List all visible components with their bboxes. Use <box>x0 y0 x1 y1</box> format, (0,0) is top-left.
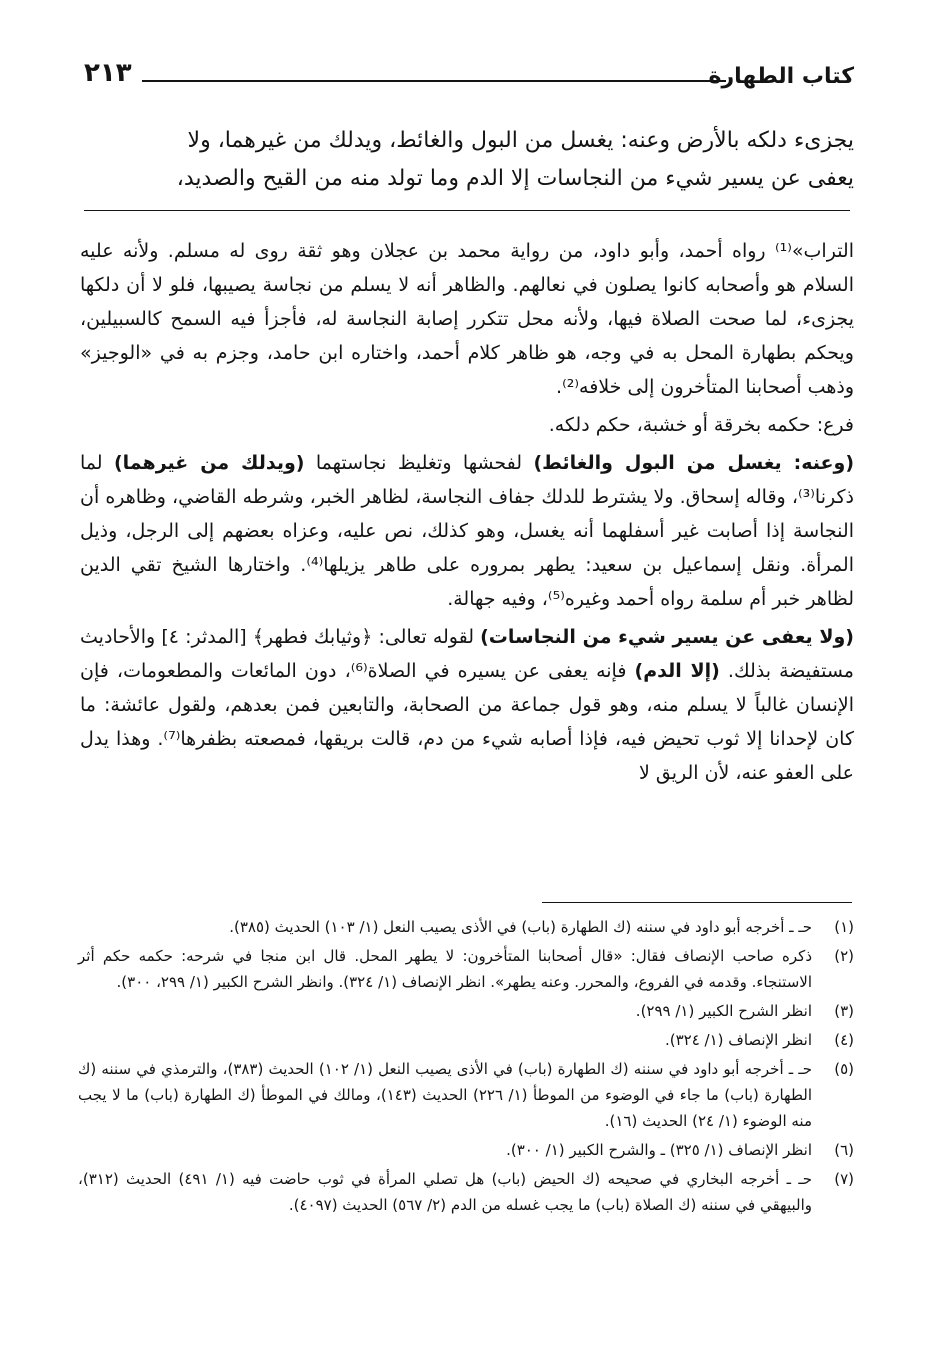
footnote <box>78 943 854 995</box>
text-separator <box>84 210 850 211</box>
footnote-text: انظر الإنصاف (١/ ٣٢٥) ـ والشرح الكبير (١/ ٣٠٠). <box>506 1141 812 1159</box>
book-title: كتاب الطهارة <box>708 64 854 89</box>
main-text-line: يعفى عن يسير شيء من النجاسات إلا الدم وما تولد منه من القيح والصديد، <box>176 166 854 191</box>
commentary-paragraph <box>80 620 854 790</box>
footnote-text: حـ ـ أخرجه أبو داود في سننه (ك الطهارة (باب) في الأذى يصيب النعل (١/ ١٠٢) الحديث (٣٨٣)، والترمذي في سننه (ك الطهارة (باب) ما جاء في الوضوء من الموطأ (١/ ٢٢٦) الحديث (١٤٣)، ومالك في الموطأ (ك الطهارة (باب) ما لا يجب منه الوضوء (١/ ٢٤) الحديث (١٦). <box>78 1060 812 1130</box>
footnote-number: (١) <box>834 918 854 936</box>
commentary-text: لفحشها وتغليظ نجاستهما <box>304 452 534 474</box>
footnote <box>78 1056 854 1134</box>
commentary-text: فإنه يعفى عن يسيره في الصلاة⁽⁶⁾، دون المائعات والمطعومات، فإن الإنسان غالباً لا يسلم منه، وهو قول جماعة من الصحابة، والتابعين فمن بعدهم، ولقول عائشة: ما كان لإحدانا إلا ثوب تحيض فيه، فإذا أصابه شيء من دم، قالت بريقها، فمصعته بظفرها⁽⁷⁾. وهذا يدل على العفو عنه، لأن الريق لا <box>80 660 854 784</box>
quoted-matn: (إلا الدم) <box>634 660 720 682</box>
commentary <box>80 234 854 794</box>
footnote-number: (٥) <box>834 1060 854 1078</box>
footnote <box>78 1137 854 1163</box>
footnote-text: انظر الإنصاف (١/ ٣٢٤). <box>664 1031 812 1049</box>
footnote-text: انظر الشرح الكبير (١/ ٢٩٩). <box>635 1002 812 1020</box>
footnote-number: (٢) <box>834 947 854 965</box>
footnote-number: (٣) <box>834 1002 854 1020</box>
main-text <box>82 122 854 198</box>
footnote-text: ذكره صاحب الإنصاف فقال: «قال أصحابنا المتأخرون: لا يطهر المحل. قال ابن منجا في شرحه: حكمه حكم أثر الاستنجاء. وقدمه في الفروع، والمحرر. وعنه يطهر». انظر الإنصاف (١/ ٣٢٤). وانظر الشرح الكبير (١/ ٢٩٩، ٣٠٠). <box>78 947 812 991</box>
footnotes <box>78 914 854 1221</box>
commentary-text: لما ذكرنا⁽³⁾، وقاله إسحاق. ولا يشترط للدلك جفاف النجاسة، لظاهر الخبر، وشرطه القاضي، وظاهره أن النجاسة إذا أصابت غير أسفلهما أنه يغسل، وهو كذلك، نص عليه، وعزاه بعضهم إلى الرجل، وذيل المرأة. ونقل إسماعيل بن سعيد: يطهر بمروره على طاهر يزيلها⁽⁴⁾. واختارها الشيخ تقي الدين لظاهر خبر أم سلمة رواه أحمد وغيره⁽⁵⁾، وفيه جهالة. <box>80 452 854 610</box>
main-text-line: يجزىء دلكه بالأرض وعنه: يغسل من البول والغائط، ويدلك من غيرهما، ولا <box>187 128 854 153</box>
footnote <box>78 1166 854 1218</box>
header-rule <box>142 80 726 82</box>
footnote-number: (٧) <box>834 1170 854 1188</box>
footnote-number: (٦) <box>834 1141 854 1159</box>
commentary-paragraph: التراب»⁽¹⁾ رواه أحمد، وأبو داود، من رواية محمد بن عجلان وهو ثقة روى له مسلم. ولأنه عليه السلام هو وأصحابه كانوا يصلون في نعالهم. والظاهر أنه لا يسلم من نجاسة يصيبها، فلو لا أن دلكها يجزىء، لما صحت الصلاة فيها، ولأنه محل تتكرر إصابة النجاسة له، فأجزأ فيه السمح كالسبيلين، ويحكم بطهارة المحل به في وجه، هو ظاهر كلام أحمد، واختاره ابن حامد، وجزم به في «الوجيز» وذهب أصحابنا المتأخرون إلى خلافه⁽²⁾. <box>80 240 854 398</box>
quoted-matn: (ولا يعفى عن يسير شيء من النجاسات) <box>480 626 854 648</box>
footnote-text: حـ ـ أخرجه البخاري في صحيحه (ك الحيض (باب) هل تصلي المرأة في ثوب حاضت فيه (١/ ٤٩١) الحديث (٣١٢)، والبيهقي في سننه (ك الصلاة (باب) ما يجب غسله من الدم (٢/ ٥٦٧) الحديث (٤٠٩٧). <box>78 1170 812 1214</box>
commentary-paragraph <box>80 446 854 616</box>
footnote <box>78 1027 854 1053</box>
footnote-separator <box>542 902 852 903</box>
footnote-text: حـ ـ أخرجه أبو داود في سننه (ك الطهارة (باب) في الأذى يصيب النعل (١/ ١٠٣) الحديث (٣٨٥). <box>229 918 812 936</box>
footnote <box>78 998 854 1024</box>
commentary-text: لقوله تعالى: ﴿وثيابك فطهر﴾ [المدثر: ٤] والأحاديث مستفيضة بذلك. <box>80 626 854 682</box>
commentary-paragraph: فرع: حكمه بخرقة أو خشبة، حكم دلكه. <box>548 414 854 436</box>
quoted-matn: (وعنه: يغسل من البول والغائط) <box>533 452 854 474</box>
running-header <box>84 58 854 98</box>
footnote <box>78 914 854 940</box>
quoted-matn: (ويدلك من غيرهما) <box>113 452 305 474</box>
page-number: ٢١٣ <box>84 58 132 88</box>
footnote-number: (٤) <box>834 1031 854 1049</box>
